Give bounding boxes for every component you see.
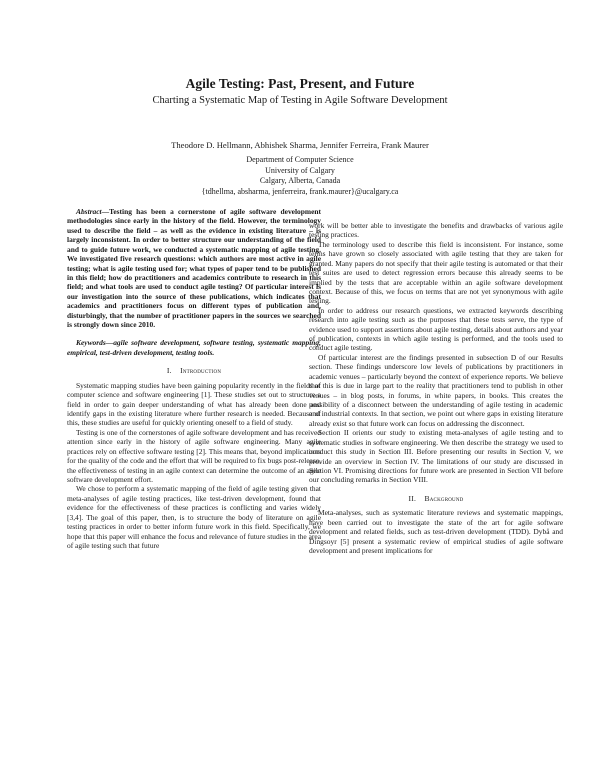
paragraph: Meta-analyses, such as systematic literature reviews and systematic mappings, have been carried out to investigate the state of the art for agile software development and related fields, such as test-driven development (TDD). Dybå and Dingsoyr [5] present a systematic review of empirical studies of agile software development and present implications for [309,508,563,555]
abstract-dash: — [101,207,110,216]
affiliation-university: University of Calgary [265,165,335,175]
affiliation-emails: {tdhellma, absharma, jenferreira, frank.maurer}@ucalgary.ca [201,186,399,196]
section-heading-introduction [67,366,321,375]
paper-subtitle: Charting a Systematic Map of Testing in Agile Software Development [152,95,448,106]
section-numeral: II. [408,493,417,503]
section-numeral: I. [166,366,172,376]
abstract-lead: Abstract [76,207,102,216]
paper-title: Agile Testing: Past, Present, and Future [185,76,415,91]
keywords-text: agile software development, software testing, systematic mapping, empirical, test-driven development, testing tools. [67,338,321,357]
affiliation-location: Calgary, Alberta, Canada [259,176,341,185]
paragraph: Systematic mapping studies have been gaining popularity recently in the fields of computer science and software engineering [1]. These studies set out to structure a field in order to gain deeper understanding of what has already been done and identify gaps in the existing literature where further research is needed. Because of this, these studies are useful for quickly orienting oneself to a field of study. [67,380,321,428]
section-first-letter: I [180,366,183,376]
paragraph: work will be better able to investigate the benefits and drawbacks of various agile testing practices. [309,221,563,240]
affiliation-block [0,155,600,197]
section-rest: ntroduction [182,366,222,376]
paragraph: Testing is one of the cornerstones of agile software development and has received attention since early in the history of agile software engineering. Many agile practices rely on effective software testing [2]. This means that, beyond implications for the quality of the code and the effort that will be required to fix bugs post-release, the effectiveness of testing in an agile context can determine the outcome of an agile software development effort. [67,427,321,484]
affiliation-department: Department of Computer Science [246,155,354,164]
keywords: Keywords—agile software development, software testing, systematic mapping, empirical, test-driven development, testing tools. [67,338,321,357]
abstract-text: Testing has been a cornerstone of agile software development methodologies since early in the history of the field. However, the terminology used to describe the field – as well as the evidence in existing literature – is largely inconsistent. In order to better structure our understanding of the field and to guide future work, we conducted a systematic mapping of agile testing. We investigated five research questions: which authors are most active in agile testing; what is agile testing used for; what types of paper tend to be published in this field; how do practitioners and academics contribute to research in this field; and what tools are used to conduct agile testing? Of particular interest is our investigation into the source of these publications, which indicates that academics and practitioners focus on different types of publication and, disturbingly, that the number of practitioner papers in the sources we searched is strongly down since 2010. [67,207,321,330]
paragraph: The terminology used to describe this field is inconsistent. For instance, some terms have grown so closely associated with agile testing that they are taken for granted. Many papers do not specify that their agile testing is automated or that their test suites are used to detect regression errors because this already seems to be implied by the tests that are acceptable within an agile software development context. Because of this, we focus on terms that are not yet synonymous with agile testing. [309,239,563,306]
paragraph: In order to address our research questions, we extracted keywords describing research into agile testing such as the purposes that these tests serve, the type of evidence used to support assertions about agile testing, details about authors and year of publication, contexts in which agile testing is performed, and the tools used to conduct agile testing. [309,305,563,353]
abstract [67,207,321,329]
keywords-lead: Keywords [76,338,106,348]
paragraph: Of particular interest are the findings presented in subsection D of our Results section. These findings underscore low levels of publications by practitioners in academic venues – particularly beyond the context of experience reports. We believe that this is due in large part to the reality that practitioners tend to publish in other venues – in blog posts, in forums, in white papers, in books. This creates the possibility of a disconnect between the understanding of agile testing in academic and industrial contexts. In that section, we point out where gaps in existing literature already exist so that future work can focus on addressing the disconnect. [309,352,563,428]
paragraph: We chose to perform a systematic mapping of the field of agile testing given that meta-analyses of agile testing practices, like test-driven development, found that evidence for the effectiveness of these practices is conflicting and varies widely [3,4]. The goal of this paper, then, is to structure the body of literature on agile testing practices in order to better inform future work in this field. Specifically, we hope that this paper will enhance the focus and relevance of future studies in the area of agile testing such that future [67,484,321,550]
section-first-letter: B [424,493,430,503]
left-column [67,207,321,550]
right-column [309,221,563,555]
section-heading-background [309,494,563,503]
paper-authors: Theodore D. Hellmann, Abhishek Sharma, Jennifer Ferreira, Frank Maurer [171,140,429,150]
section-rest: ackground [429,493,464,503]
paragraph: Section II orients our study to existing meta-analyses of agile testing and to systematic studies in software engineering. We then describe the strategy we used to conduct this study in Section III. Before presenting our results in Section V, we provide an overview in Section IV. The limitations of our study are discussed in Section VI. Promising directions for future work are presented in Section VII before our concluding remarks in Section VIII. [309,428,563,485]
